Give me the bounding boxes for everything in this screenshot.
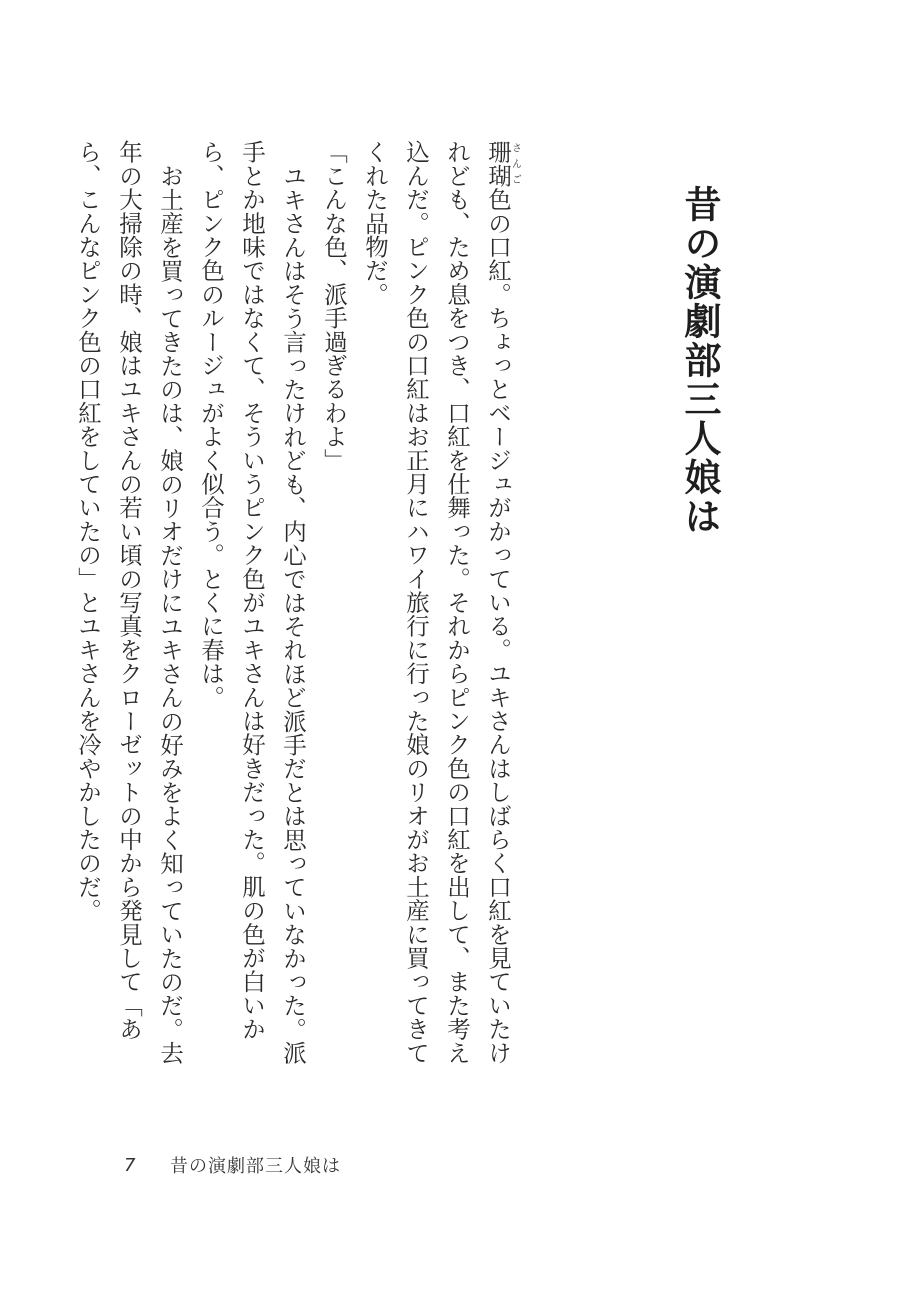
ruby-base: 珊瑚 bbox=[484, 140, 512, 188]
body-text bbox=[67, 140, 520, 1080]
paragraph-1-text: 色の口紅。ちょっとベージュがかっている。ユキさんはしばらく口紅を見ていたけれども、ため息をつき、口紅を仕舞った。それからピンク色の口紅を出して、また考え込んだ。ピンク色の口紅はお正月にハワイ旅行に行った娘のリオがお土産に買ってきてくれた品物だ。 bbox=[361, 140, 512, 1065]
paragraph-1 bbox=[354, 140, 520, 1080]
page-number: 7 bbox=[124, 1154, 136, 1176]
ruby-sango bbox=[484, 140, 521, 188]
chapter-title: 昔の演劇部三人娘は bbox=[678, 185, 721, 536]
paragraph-2-dialogue: 「こんな色、派手過ぎるわよ」 bbox=[320, 140, 348, 472]
running-title: 昔の演劇部三人娘は bbox=[170, 1156, 341, 1177]
page-footer bbox=[124, 1150, 341, 1180]
ruby-reading: さんご bbox=[509, 140, 521, 188]
paragraph-3: ユキさんはそう言ったけれども、内心ではそれほど派手だとは思っていなかった。派手とか地味ではなくて、そういうピンク色がユキさんは好きだった。肌の色が白いから、ピンク色のルージュがよく似合う。とくに春は。 bbox=[197, 140, 307, 1065]
paragraph-4: お土産を買ってきたのは、娘のリオだけにユキさんの好みをよく知っていたのだ。去年の大掃除の時、娘はユキさんの若い頃の写真をクローゼットの中から発見して「あら、こんなピンク色の口紅をしていたの」とユキさんを冷やかしたのだ。 bbox=[74, 140, 184, 1065]
